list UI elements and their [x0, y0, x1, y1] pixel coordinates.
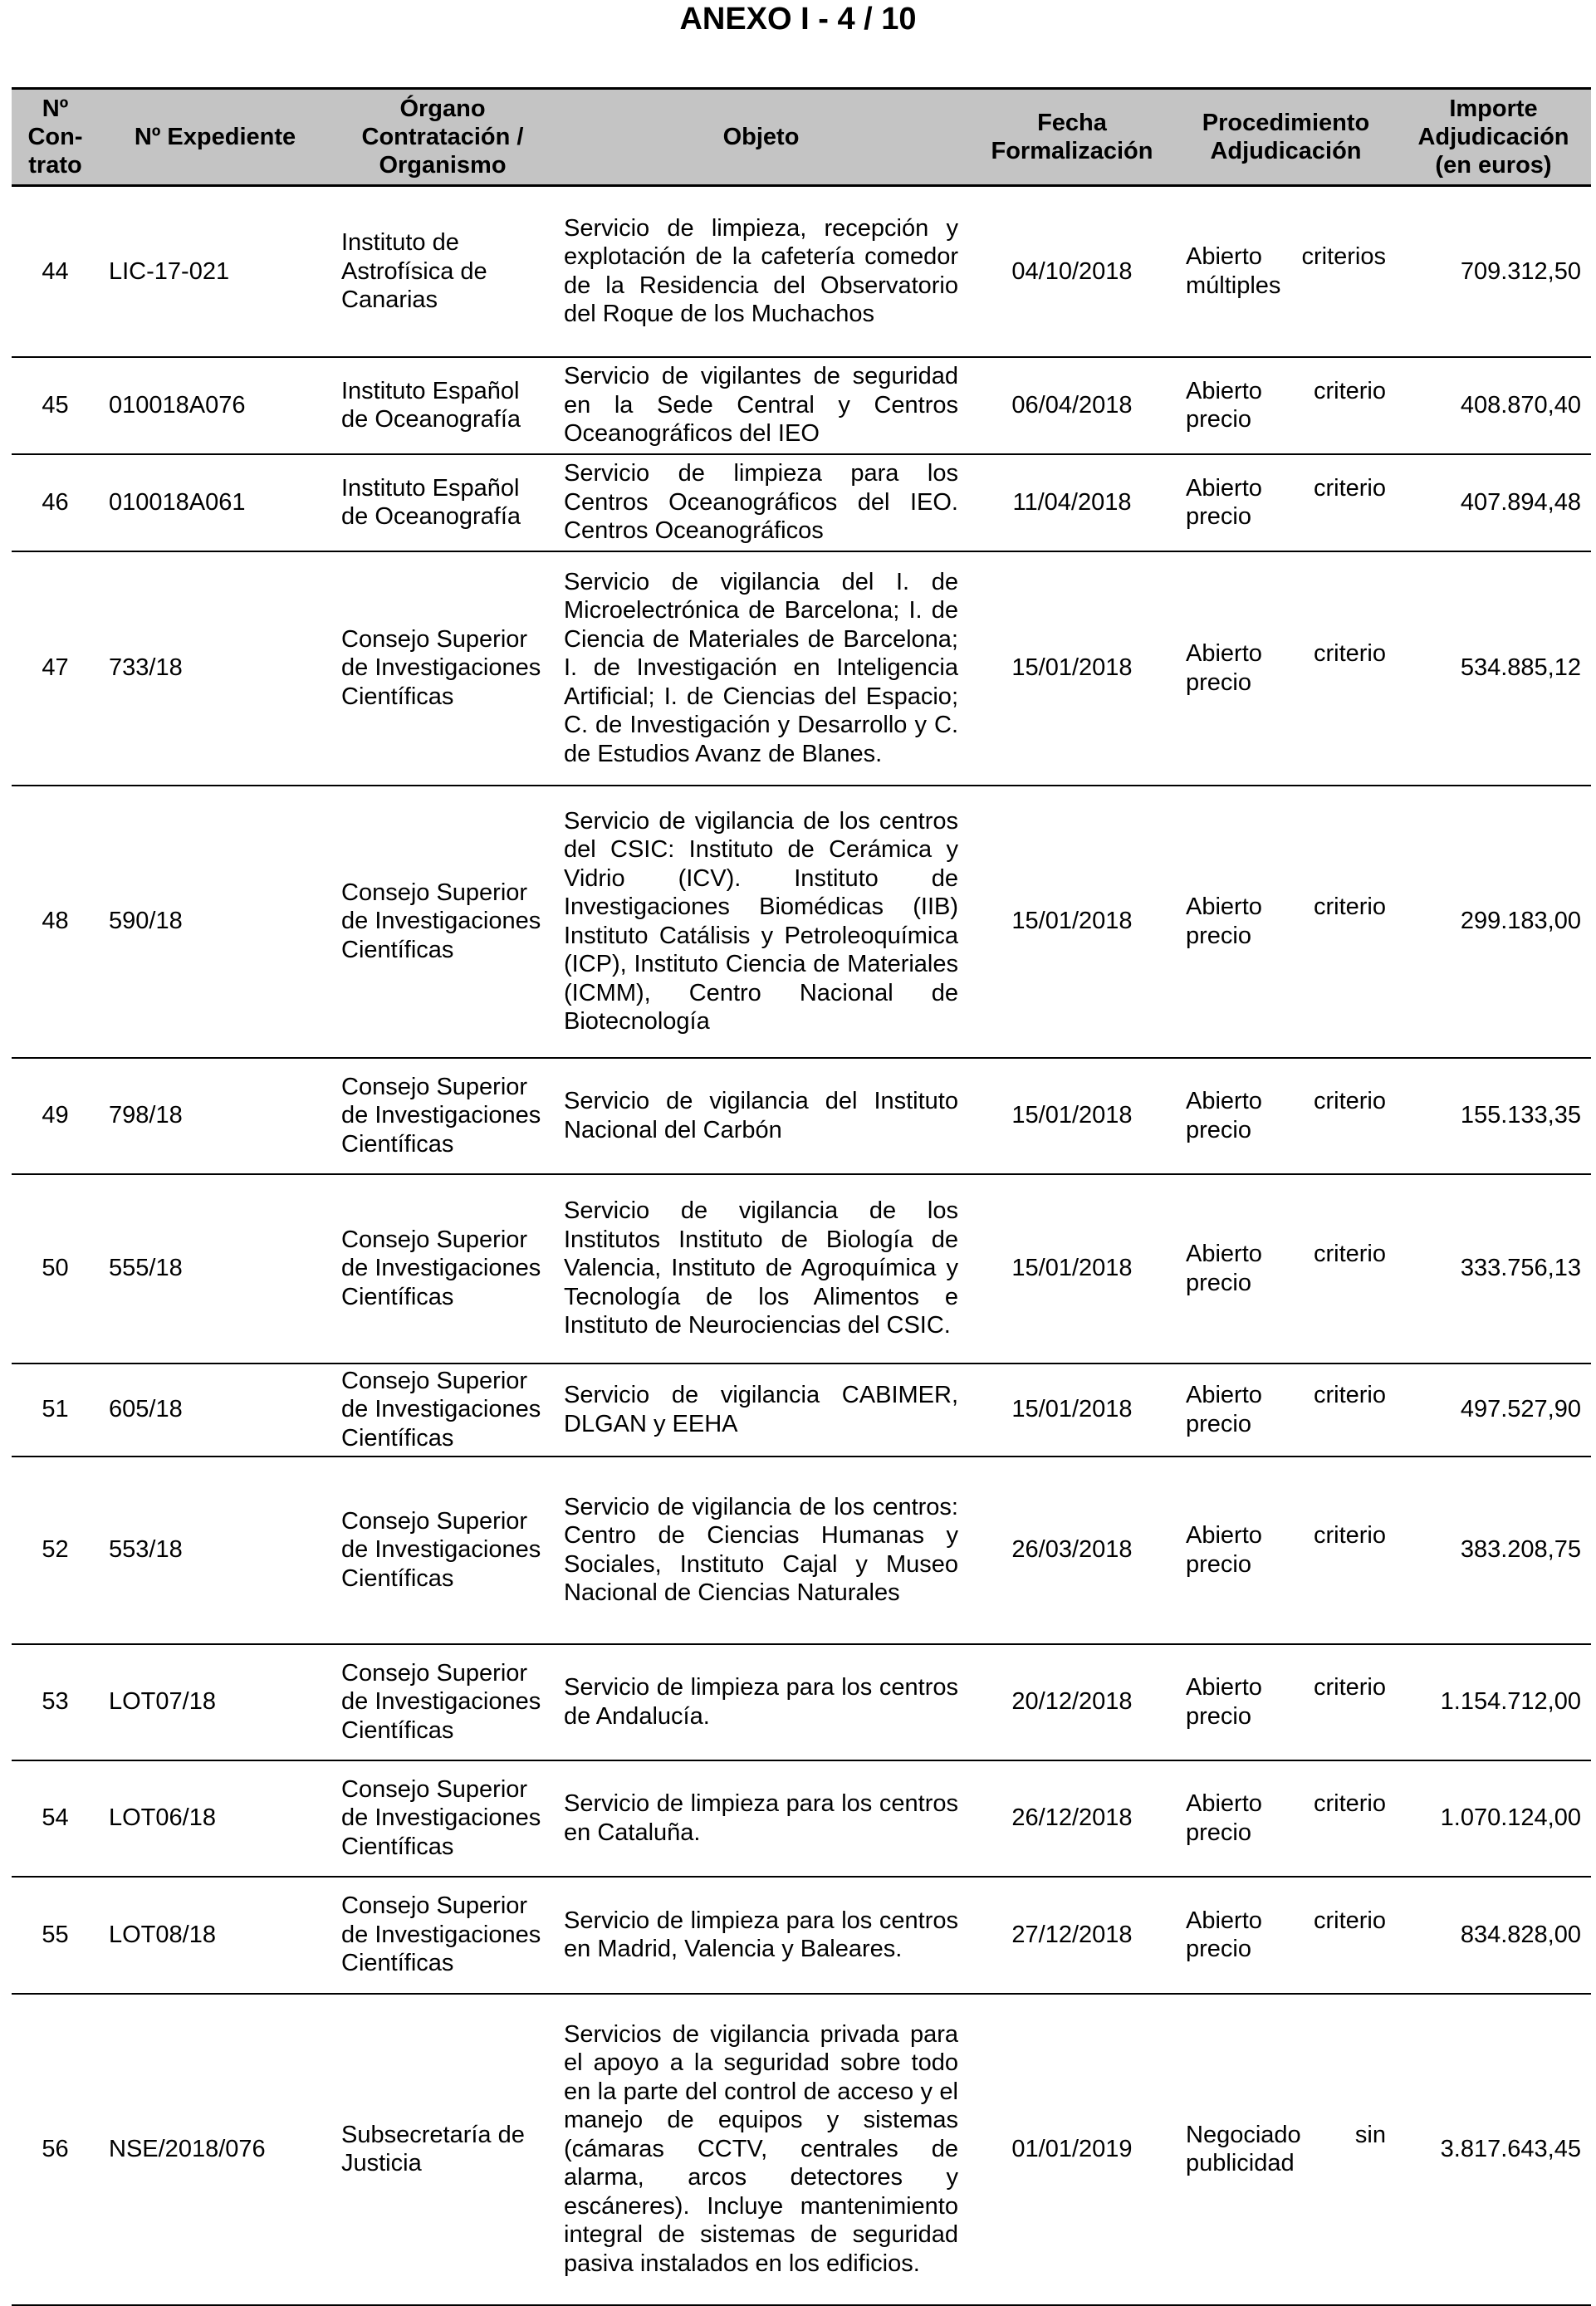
expediente-cell: 590/18 — [99, 786, 331, 1058]
procedimiento-cell: Abierto criterio precio — [1176, 786, 1396, 1058]
organo-cell: Consejo Superior de Investigaciones Científicas — [331, 1174, 554, 1364]
header-num-contrato: Nº Con-trato — [12, 89, 99, 186]
num-contrato-cell: 52 — [12, 1457, 99, 1644]
procedimiento-cell: Abierto criterio precio — [1176, 454, 1396, 551]
procedimiento-cell: Abierto criterio precio — [1176, 1644, 1396, 1760]
organo-cell: Consejo Superior de Investigaciones Científicas — [331, 1644, 554, 1760]
num-contrato-cell: 53 — [12, 1644, 99, 1760]
table-row — [12, 786, 1591, 1058]
table-row — [12, 1174, 1591, 1364]
organo-cell: Consejo Superior de Investigaciones Científicas — [331, 1760, 554, 1877]
organo-cell: Subsecretaría de Justicia — [331, 1994, 554, 2305]
organo-cell: Instituto de Astrofísica de Canarias — [331, 186, 554, 357]
table-row — [12, 1877, 1591, 1994]
page-title: ANEXO I - 4 / 10 — [679, 2, 917, 37]
num-contrato-cell: 56 — [12, 1994, 99, 2305]
importe-cell: 408.870,40 — [1396, 357, 1591, 454]
num-contrato-cell: 54 — [12, 1760, 99, 1877]
procedimiento-cell: Abierto criterios múltiples — [1176, 186, 1396, 357]
organo-cell: Instituto Español de Oceanografía — [331, 357, 554, 454]
importe-cell: 1.070.124,00 — [1396, 1760, 1591, 1877]
importe-cell: 709.312,50 — [1396, 186, 1591, 357]
fecha-cell: 26/03/2018 — [968, 1457, 1176, 1644]
organo-cell: Instituto Español de Oceanografía — [331, 454, 554, 551]
table-row — [12, 357, 1591, 454]
fecha-cell: 11/04/2018 — [968, 454, 1176, 551]
objeto-cell: Servicio de vigilancia de los centros: Centro de Ciencias Humanas y Sociales, Instituto Cajal y Museo Nacional de Ciencias Naturales — [554, 1457, 968, 1644]
procedimiento-cell: Abierto criterio precio — [1176, 1364, 1396, 1457]
organo-cell: Consejo Superior de Investigaciones Científicas — [331, 551, 554, 786]
table-row — [12, 1994, 1591, 2305]
objeto-cell: Servicio de vigilancia de los Institutos Instituto de Biología de Valencia, Instituto de Agroquímica y Tecnología de los Alimentos e Instituto de Neurociencias del CSIC. — [554, 1174, 968, 1364]
objeto-cell: Servicio de limpieza para los centros en Cataluña. — [554, 1760, 968, 1877]
expediente-cell: NSE/2018/076 — [99, 1994, 331, 2305]
table-row — [12, 1457, 1591, 1644]
fecha-cell: 06/04/2018 — [968, 357, 1176, 454]
organo-cell: Consejo Superior de Investigaciones Científicas — [331, 1457, 554, 1644]
expediente-cell: 010018A076 — [99, 357, 331, 454]
expediente-cell: 798/18 — [99, 1058, 331, 1174]
header-procedimiento: Procedimiento Adjudicación — [1176, 89, 1396, 186]
num-contrato-cell: 51 — [12, 1364, 99, 1457]
table-body — [12, 186, 1591, 2305]
objeto-cell: Servicio de limpieza para los Centros Oceanográficos del IEO. Centros Oceanográficos — [554, 454, 968, 551]
num-contrato-cell: 48 — [12, 786, 99, 1058]
expediente-cell: LOT08/18 — [99, 1877, 331, 1994]
procedimiento-cell: Abierto criterio precio — [1176, 1457, 1396, 1644]
num-contrato-cell: 47 — [12, 551, 99, 786]
table-row — [12, 1760, 1591, 1877]
objeto-cell: Servicio de vigilancia del Instituto Nacional del Carbón — [554, 1058, 968, 1174]
expediente-cell: LOT06/18 — [99, 1760, 331, 1877]
num-contrato-cell: 50 — [12, 1174, 99, 1364]
table-row — [12, 551, 1591, 786]
objeto-cell: Servicio de vigilancia CABIMER, DLGAN y EEHA — [554, 1364, 968, 1457]
header-organo: Órgano Contratación / Organismo — [331, 89, 554, 186]
procedimiento-cell: Abierto criterio precio — [1176, 1760, 1396, 1877]
procedimiento-cell: Abierto criterio precio — [1176, 1058, 1396, 1174]
fecha-cell: 26/12/2018 — [968, 1760, 1176, 1877]
num-contrato-cell: 55 — [12, 1877, 99, 1994]
objeto-cell: Servicio de limpieza para los centros de Andalucía. — [554, 1644, 968, 1760]
procedimiento-cell: Abierto criterio precio — [1176, 1174, 1396, 1364]
header-objeto: Objeto — [554, 89, 968, 186]
organo-cell: Consejo Superior de Investigaciones Científicas — [331, 1364, 554, 1457]
num-contrato-cell: 46 — [12, 454, 99, 551]
importe-cell: 834.828,00 — [1396, 1877, 1591, 1994]
procedimiento-cell: Abierto criterio precio — [1176, 551, 1396, 786]
fecha-cell: 15/01/2018 — [968, 786, 1176, 1058]
expediente-cell: 553/18 — [99, 1457, 331, 1644]
procedimiento-cell: Negociado sin publicidad — [1176, 1994, 1396, 2305]
objeto-cell: Servicio de limpieza para los centros en Madrid, Valencia y Baleares. — [554, 1877, 968, 1994]
importe-cell: 155.133,35 — [1396, 1058, 1591, 1174]
objeto-cell: Servicio de vigilancia del I. de Microelectrónica de Barcelona; I. de Ciencia de Materiales de Barcelona; I. de Investigación en Inteligencia Artificial; I. de Ciencias del Espacio; C. de Investigación y Desarrollo y C. de Estudios Avanz de Blanes. — [554, 551, 968, 786]
organo-cell: Consejo Superior de Investigaciones Científicas — [331, 1058, 554, 1174]
importe-cell: 407.894,48 — [1396, 454, 1591, 551]
table-header-row — [12, 89, 1591, 186]
expediente-cell: 733/18 — [99, 551, 331, 786]
expediente-cell: LIC-17-021 — [99, 186, 331, 357]
header-importe: Importe Adjudicación (en euros) — [1396, 89, 1591, 186]
objeto-cell: Servicio de limpieza, recepción y explotación de la cafetería comedor de la Residencia del Observatorio del Roque de los Muchachos — [554, 186, 968, 357]
objeto-cell: Servicio de vigilancia de los centros del CSIC: Instituto de Cerámica y Vidrio (ICV). Instituto de Investigaciones Biomédicas (IIB) Instituto Catálisis y Petroleoquímica (ICP), Instituto Ciencia de Materiales (ICMM), Centro Nacional de Biotecnología — [554, 786, 968, 1058]
procedimiento-cell: Abierto criterio precio — [1176, 1877, 1396, 1994]
organo-cell: Consejo Superior de Investigaciones Científicas — [331, 786, 554, 1058]
contracts-table — [12, 87, 1591, 2306]
importe-cell: 1.154.712,00 — [1396, 1644, 1591, 1760]
num-contrato-cell: 49 — [12, 1058, 99, 1174]
objeto-cell: Servicio de vigilantes de seguridad en la Sede Central y Centros Oceanográficos del IEO — [554, 357, 968, 454]
table-row — [12, 186, 1591, 357]
importe-cell: 534.885,12 — [1396, 551, 1591, 786]
table-row — [12, 1644, 1591, 1760]
procedimiento-cell: Abierto criterio precio — [1176, 357, 1396, 454]
organo-cell: Consejo Superior de Investigaciones Científicas — [331, 1877, 554, 1994]
fecha-cell: 27/12/2018 — [968, 1877, 1176, 1994]
fecha-cell: 01/01/2019 — [968, 1994, 1176, 2305]
fecha-cell: 20/12/2018 — [968, 1644, 1176, 1760]
expediente-cell: 010018A061 — [99, 454, 331, 551]
importe-cell: 497.527,90 — [1396, 1364, 1591, 1457]
expediente-cell: 555/18 — [99, 1174, 331, 1364]
table-row — [12, 1364, 1591, 1457]
fecha-cell: 15/01/2018 — [968, 1058, 1176, 1174]
num-contrato-cell: 45 — [12, 357, 99, 454]
objeto-cell: Servicios de vigilancia privada para el apoyo a la seguridad sobre todo en la parte del control de acceso y el manejo de equipos y sistemas (cámaras CCTV, centrales de alarma, arcos detectores y escáneres). Incluye mantenimiento integral de sistemas de seguridad pasiva instalados en los edificios. — [554, 1994, 968, 2305]
expediente-cell: 605/18 — [99, 1364, 331, 1457]
importe-cell: 299.183,00 — [1396, 786, 1591, 1058]
num-contrato-cell: 44 — [12, 186, 99, 357]
header-fecha: Fecha Formalización — [968, 89, 1176, 186]
fecha-cell: 15/01/2018 — [968, 1364, 1176, 1457]
importe-cell: 383.208,75 — [1396, 1457, 1591, 1644]
table-row — [12, 454, 1591, 551]
fecha-cell: 04/10/2018 — [968, 186, 1176, 357]
importe-cell: 3.817.643,45 — [1396, 1994, 1591, 2305]
fecha-cell: 15/01/2018 — [968, 551, 1176, 786]
table-row — [12, 1058, 1591, 1174]
expediente-cell: LOT07/18 — [99, 1644, 331, 1760]
fecha-cell: 15/01/2018 — [968, 1174, 1176, 1364]
importe-cell: 333.756,13 — [1396, 1174, 1591, 1364]
header-expediente: Nº Expediente — [99, 89, 331, 186]
